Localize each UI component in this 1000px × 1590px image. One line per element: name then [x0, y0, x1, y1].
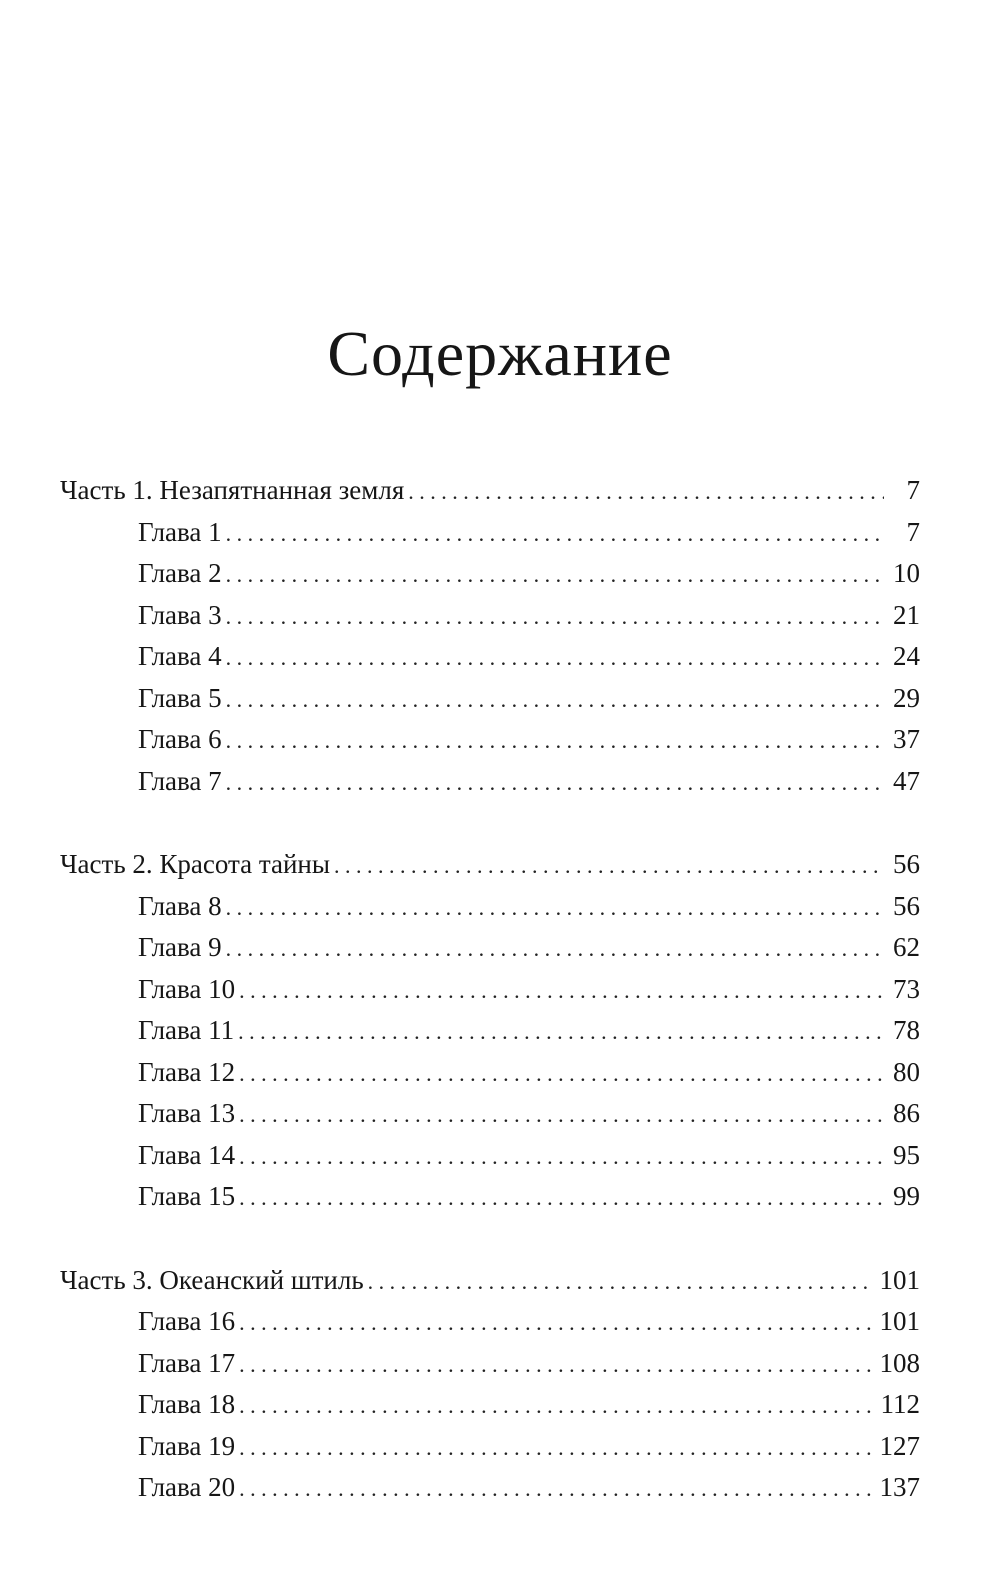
toc-chapter-label: Глава 9	[138, 932, 222, 962]
toc-page-number: 101	[879, 1264, 920, 1295]
toc-part-label: Часть 1. Незапятнанная земля	[60, 475, 405, 505]
toc-chapter-label: Глава 8	[138, 890, 222, 921]
toc-page-number: 47	[893, 765, 920, 796]
toc-chapter-entry[interactable]	[60, 1176, 920, 1218]
toc-chapter-label: Глава 3	[138, 599, 222, 630]
toc-page-number: 62	[893, 932, 920, 962]
toc-part-entry[interactable]	[60, 844, 920, 886]
toc-chapter-entry[interactable]	[60, 1010, 920, 1052]
dot-leader	[226, 596, 884, 638]
toc-chapter-entry[interactable]	[60, 1426, 920, 1468]
toc-chapter-entry[interactable]	[60, 595, 920, 637]
dot-leader	[239, 1468, 873, 1510]
toc-page-number: 99	[893, 1181, 920, 1211]
toc-chapter-label: Глава 18	[138, 1389, 236, 1419]
toc-page-number: 112	[880, 1389, 920, 1419]
toc-chapter-entry[interactable]	[60, 636, 920, 678]
toc-page-number: 78	[893, 1015, 920, 1045]
dot-leader	[239, 1344, 873, 1386]
toc-page-number: 24	[893, 641, 920, 671]
dot-leader	[334, 845, 884, 887]
toc-page-number: 56	[893, 890, 920, 921]
dot-leader	[226, 679, 884, 721]
toc-section-part-3	[60, 1260, 920, 1509]
toc-chapter-label: Глава 4	[138, 641, 222, 671]
toc-chapter-label: Глава 15	[138, 1181, 236, 1211]
dot-leader	[239, 1094, 884, 1136]
toc-chapter-label: Глава 5	[138, 682, 222, 713]
toc-chapter-entry[interactable]	[60, 1052, 920, 1094]
dot-leader	[239, 970, 884, 1012]
page-title: Содержание	[327, 318, 673, 389]
toc-page-number: 127	[879, 1430, 920, 1461]
toc-page-number: 73	[893, 973, 920, 1004]
toc-chapter-label: Глава 19	[138, 1430, 236, 1461]
toc-chapter-entry[interactable]	[60, 1301, 920, 1343]
toc-chapter-label: Глава 10	[138, 973, 236, 1004]
toc-chapter-label: Глава 17	[138, 1347, 236, 1378]
toc-page-number: 7	[906, 516, 920, 547]
toc-page-number: 86	[893, 1098, 920, 1128]
dot-leader	[239, 1385, 874, 1427]
toc-page-number: 95	[893, 1139, 920, 1170]
dot-leader	[368, 1261, 874, 1303]
dot-leader	[226, 762, 884, 804]
toc-chapter-label: Глава 11	[138, 1015, 235, 1045]
dot-leader	[239, 1427, 873, 1469]
toc-chapter-label: Глава 6	[138, 724, 222, 754]
toc-chapter-entry[interactable]	[60, 761, 920, 803]
dot-leader	[226, 720, 884, 762]
toc-chapter-label: Глава 1	[138, 516, 222, 547]
toc-page-number: 37	[893, 724, 920, 754]
toc-chapter-label: Глава 2	[138, 558, 222, 588]
dot-leader	[239, 1136, 884, 1178]
dot-leader	[239, 1177, 884, 1219]
toc-chapter-entry[interactable]	[60, 678, 920, 720]
toc-chapter-entry[interactable]	[60, 719, 920, 761]
toc-part-entry[interactable]	[60, 1260, 920, 1302]
toc-chapter-entry[interactable]	[60, 927, 920, 969]
toc-chapter-entry[interactable]	[60, 969, 920, 1011]
toc-page-number: 137	[879, 1472, 920, 1502]
toc-chapter-entry[interactable]	[60, 1467, 920, 1509]
toc-chapter-entry[interactable]	[60, 553, 920, 595]
toc-chapter-label: Глава 12	[138, 1056, 236, 1087]
dot-leader	[238, 1011, 884, 1053]
toc-page-number: 101	[879, 1306, 920, 1336]
toc-part-entry[interactable]	[60, 470, 920, 512]
dot-leader	[408, 471, 884, 513]
toc-section-part-2	[60, 844, 920, 1218]
dot-leader	[226, 637, 884, 679]
toc-chapter-label: Глава 14	[138, 1139, 236, 1170]
toc-chapter-entry[interactable]	[60, 886, 920, 928]
table-of-contents	[60, 470, 920, 1551]
toc-page-number: 21	[893, 599, 920, 630]
toc-page-number: 80	[893, 1056, 920, 1087]
toc-page-number: 56	[893, 849, 920, 879]
toc-part-label: Часть 2. Красота тайны	[60, 849, 331, 879]
toc-chapter-entry[interactable]	[60, 1343, 920, 1385]
toc-chapter-label: Глава 13	[138, 1098, 236, 1128]
dot-leader	[226, 887, 884, 929]
dot-leader	[226, 554, 884, 596]
toc-page-number: 108	[879, 1347, 920, 1378]
toc-chapter-label: Глава 7	[138, 765, 222, 796]
toc-page-number: 29	[893, 682, 920, 713]
toc-chapter-entry[interactable]	[60, 1093, 920, 1135]
toc-part-label: Часть 3. Океанский штиль	[60, 1264, 364, 1295]
dot-leader	[239, 1053, 884, 1095]
toc-chapter-entry[interactable]	[60, 1384, 920, 1426]
toc-section-part-1	[60, 470, 920, 802]
toc-page-number: 10	[893, 558, 920, 588]
toc-chapter-label: Глава 20	[138, 1472, 236, 1502]
toc-chapter-label: Глава 16	[138, 1306, 236, 1336]
toc-page-number: 7	[906, 475, 920, 505]
dot-leader	[226, 928, 884, 970]
toc-chapter-entry[interactable]	[60, 512, 920, 554]
toc-chapter-entry[interactable]	[60, 1135, 920, 1177]
dot-leader	[226, 513, 884, 555]
dot-leader	[239, 1302, 873, 1344]
